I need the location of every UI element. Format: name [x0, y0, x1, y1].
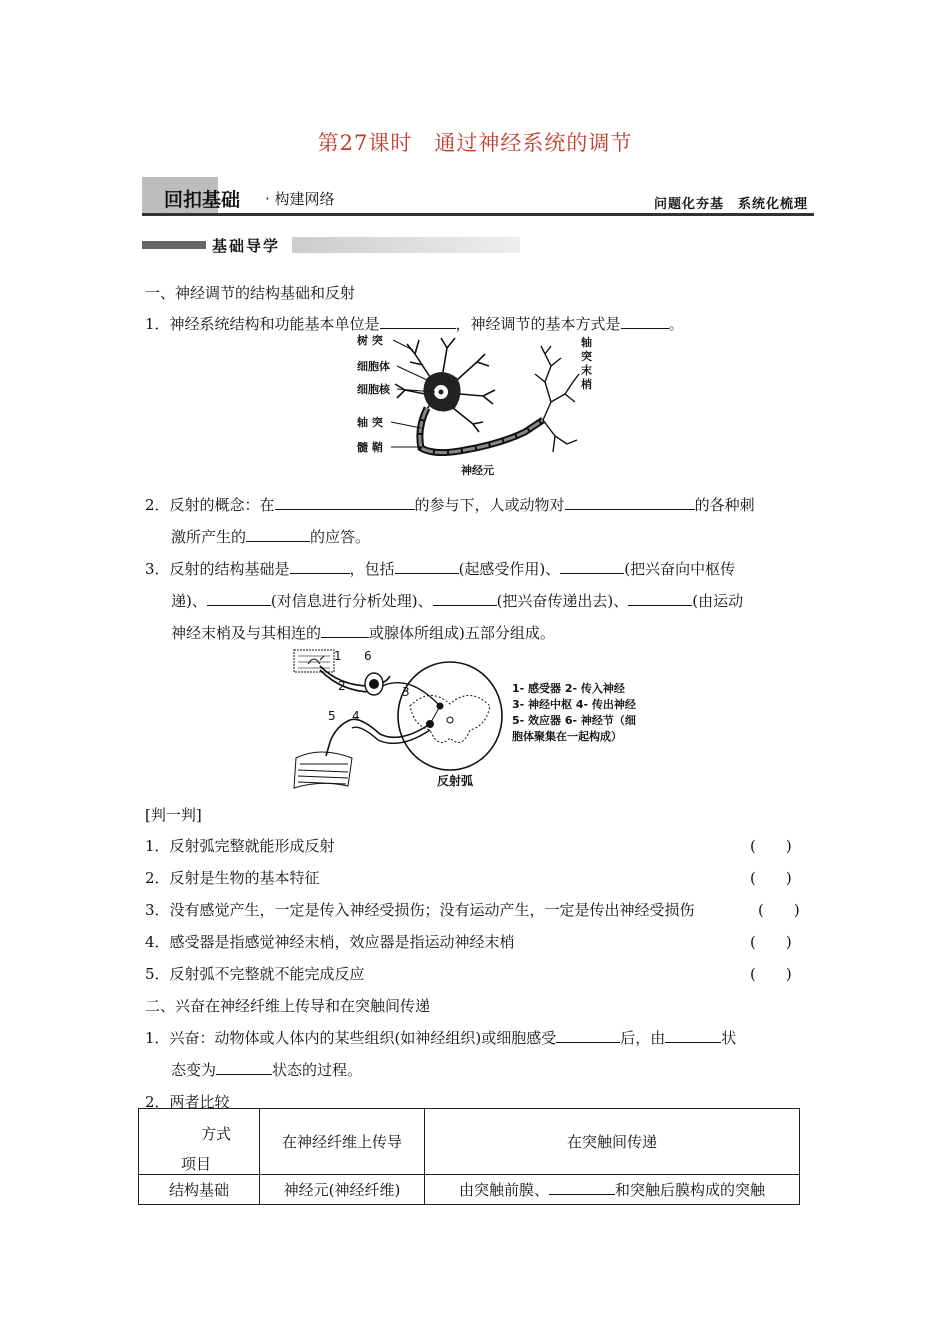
- blank: [433, 591, 497, 606]
- neuron-label-cellbody: 细胞体: [357, 360, 390, 373]
- arc-num-4: 4: [352, 709, 360, 723]
- page-title: 第27课时 通过神经系统的调节: [317, 131, 633, 155]
- blank: [321, 623, 369, 638]
- arc-legend-4: 胞体聚集在一起构成）: [512, 730, 622, 743]
- part2-q1-cont: [171, 1059, 362, 1080]
- part2-heading: 二、兴奋在神经纤维上传导和在突触间传递: [145, 997, 431, 1015]
- arc-legend-1: 1- 感受器 2- 传入神经: [512, 682, 625, 695]
- part2-q1: [145, 1027, 736, 1048]
- part1-q2-cont: [171, 526, 370, 547]
- reflex-arc-figure: [290, 646, 670, 794]
- blank: [246, 527, 310, 542]
- arc-caption: 反射弧: [437, 774, 474, 788]
- neuron-label-dendrite: 树 突: [357, 334, 383, 347]
- q3-text: 神经末梢及与其相连的: [171, 624, 322, 642]
- blank: [628, 591, 692, 606]
- q2-text-a: 2．反射的概念：在: [145, 496, 275, 514]
- blank: [560, 559, 624, 574]
- arc-num-3: 3: [402, 685, 410, 699]
- q3-text: (把兴奋传递出去)、: [496, 592, 629, 610]
- q2-text-d: 激所产生的: [171, 528, 247, 546]
- q2-text-b: 的参与下，人或动物对: [414, 496, 565, 514]
- p2q1-text: 1．兴奋：动物体或人体内的某些组织(如神经组织)或细胞感受: [145, 1029, 557, 1047]
- section-label-bar: [142, 237, 520, 253]
- q3-text: (由运动: [692, 592, 744, 610]
- judge-item-1: 1．反射弧完整就能形成反射: [145, 837, 335, 855]
- corner-bottom: 项目: [181, 1155, 212, 1173]
- blank: [395, 559, 459, 574]
- blank: [380, 314, 456, 329]
- banner-main: 回扣基础: [164, 189, 241, 211]
- bar-dark: [142, 241, 206, 249]
- neuron-label-nucleus: 细胞核: [357, 383, 390, 396]
- p2q1-text: 后，由: [620, 1029, 666, 1047]
- banner-sub: · 构建网络: [265, 190, 335, 208]
- q1-text-b: ，神经调节的基本方式是: [455, 315, 621, 333]
- neuron-label-terminal-1: 轴: [581, 336, 592, 349]
- table-corner: [139, 1109, 260, 1175]
- neuron-label-terminal-2: 突: [581, 350, 592, 363]
- row1-col2-b: 和突触后膜构成的突触: [615, 1181, 766, 1199]
- arc-num-5: 5: [328, 709, 336, 723]
- part1-q3-l2: [171, 590, 743, 611]
- neuron-figure: [355, 332, 605, 480]
- blank: [290, 559, 350, 574]
- section-label: 基础导学: [212, 237, 281, 255]
- blank: [216, 1060, 272, 1075]
- judge-item-5: 5．反射弧不完整就不能完成反应: [145, 965, 365, 983]
- q3-text: (对信息进行分析处理)、: [270, 592, 433, 610]
- q3-text: ，包括: [349, 560, 395, 578]
- neuron-label-axon: 轴 突: [357, 416, 383, 429]
- neuron-label-terminal-3: 末: [581, 364, 592, 377]
- bar-light: [292, 237, 520, 253]
- blank: [549, 1180, 615, 1195]
- row1-label: 结构基础: [139, 1175, 260, 1205]
- header-col1: 在神经纤维上传导: [260, 1109, 425, 1175]
- part1-q1: [145, 313, 684, 334]
- blank: [621, 314, 669, 329]
- q1-text-c: 。: [668, 315, 684, 333]
- corner-top: 方式: [200, 1125, 231, 1143]
- row1-col2: [425, 1175, 800, 1205]
- q3-text: 递)、: [171, 592, 207, 610]
- judge-paren-5[interactable]: ( ): [750, 965, 792, 983]
- blank: [275, 495, 415, 510]
- blank: [207, 591, 271, 606]
- judge-paren-1[interactable]: ( ): [750, 837, 792, 855]
- judge-item-2: 2．反射是生物的基本特征: [145, 869, 320, 887]
- judge-heading: [判一判]: [145, 806, 202, 824]
- judge-paren-3[interactable]: ( ): [758, 901, 800, 919]
- arc-num-1: 1: [334, 649, 342, 663]
- neuron-caption: 神经元: [461, 464, 494, 477]
- comparison-table: [138, 1108, 800, 1205]
- q3-text: 或腺体所组成)五部分组成。: [369, 624, 555, 642]
- section-banner: [142, 177, 814, 217]
- q2-text-e: 的应答。: [310, 528, 371, 546]
- q1-text-a: 1．神经系统结构和功能基本单位是: [145, 315, 380, 333]
- arc-legend-2: 3- 神经中枢 4- 传出神经: [512, 698, 636, 711]
- p2q1-text: 态变为: [171, 1061, 217, 1079]
- judge-item-3: 3．没有感觉产生，一定是传入神经受损伤；没有运动产生，一定是传出神经受损伤: [145, 901, 695, 919]
- part1-heading: 一、神经调节的结构基础和反射: [145, 284, 356, 302]
- banner-rule: [142, 213, 814, 216]
- neuron-label-terminal-4: 梢: [581, 378, 592, 391]
- q2-text-c: 的各种刺: [694, 496, 755, 514]
- blank: [565, 495, 695, 510]
- arc-num-6: 6: [364, 649, 372, 663]
- p2q1-text: 状态的过程。: [272, 1061, 363, 1079]
- row1-col2-a: 由突触前膜、: [458, 1181, 549, 1199]
- row1-col1: 神经元(神经纤维): [260, 1175, 425, 1205]
- part1-q3-l1: [145, 558, 735, 579]
- part2-q2: 2．两者比较: [145, 1093, 230, 1111]
- q3-text: (起感受作用)、: [458, 560, 561, 578]
- judge-item-4: 4．感受器是指感觉神经末梢，效应器是指运动神经末梢: [145, 933, 515, 951]
- judge-paren-4[interactable]: ( ): [750, 933, 792, 951]
- arc-num-2: 2: [338, 679, 346, 693]
- blank: [665, 1028, 721, 1043]
- part1-q3-l3: [171, 622, 555, 643]
- judge-paren-2[interactable]: ( ): [750, 869, 792, 887]
- p2q1-text: 状: [721, 1029, 737, 1047]
- header-col2: 在突触间传递: [425, 1109, 800, 1175]
- q3-text: (把兴奋向中枢传: [624, 560, 736, 578]
- arc-legend-3: 5- 效应器 6- 神经节（细: [512, 714, 636, 727]
- neuron-label-myelin: 髓 鞘: [357, 441, 383, 454]
- banner-right: 问题化夯基 系统化梳理: [653, 197, 808, 212]
- q3-text: 3．反射的结构基础是: [145, 560, 290, 578]
- part1-q2: [145, 494, 755, 515]
- blank: [556, 1028, 620, 1043]
